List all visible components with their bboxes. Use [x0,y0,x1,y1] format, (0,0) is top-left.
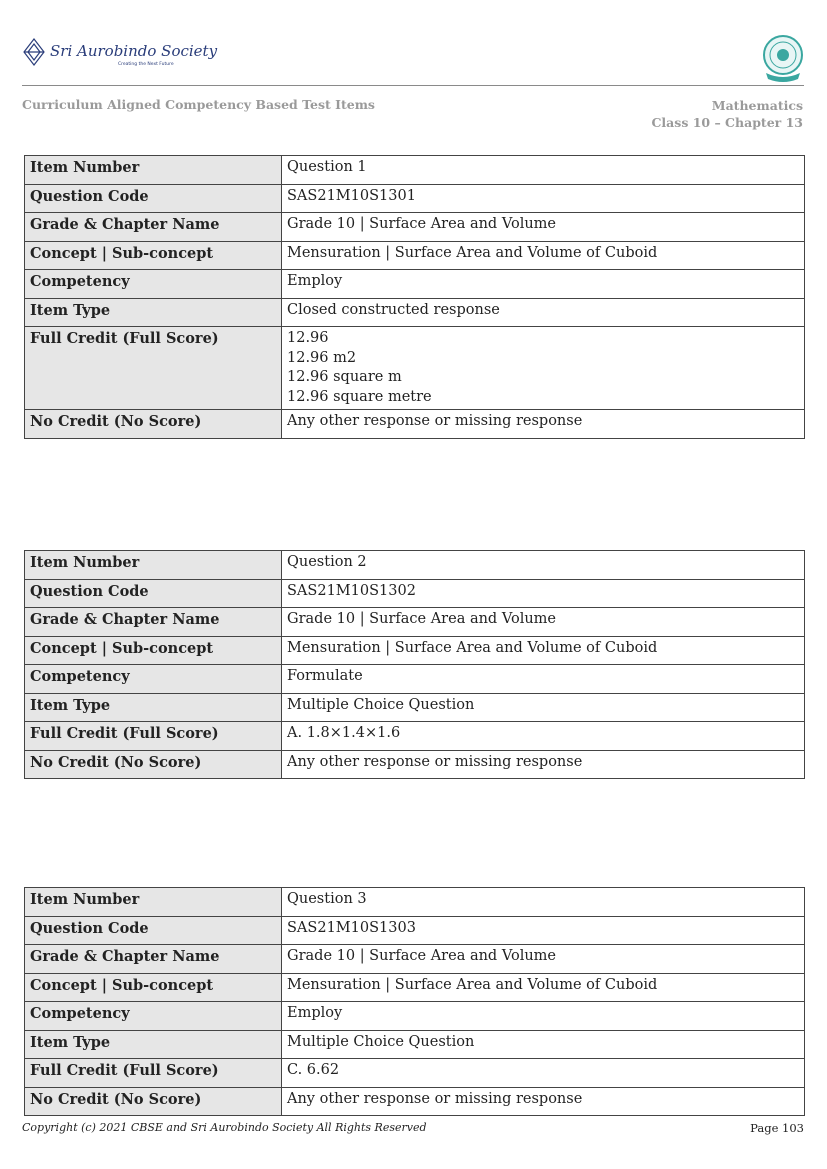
row-label: Item Number [25,888,282,917]
table-row [25,410,805,439]
row-label: Item Number [25,156,282,185]
answer-line: 12.96 square m [287,369,402,385]
row-value: Mensuration | Surface Area and Volume of Cuboid [282,636,805,665]
row-value-multiline [282,327,805,410]
answer-line: 12.96 [287,330,329,346]
item-table-question-3 [24,887,805,1116]
row-value: SAS21M10S1302 [282,579,805,608]
page-number: Page 103 [750,1121,804,1135]
table-row [25,665,805,694]
sri-aurobindo-society-logo [22,36,218,68]
table-row [25,636,805,665]
row-label: No Credit (No Score) [25,750,282,779]
subject-info [651,97,803,131]
class-chapter: Class 10 – Chapter 13 [651,115,803,130]
row-value: Question 2 [282,551,805,580]
row-label: Item Number [25,551,282,580]
table-row [25,608,805,637]
row-value: Grade 10 | Surface Area and Volume [282,945,805,974]
row-label: Concept | Sub-concept [25,973,282,1002]
row-value: Multiple Choice Question [282,1030,805,1059]
row-value: C. 6.62 [282,1059,805,1088]
row-value: Mensuration | Surface Area and Volume of Cuboid [282,973,805,1002]
row-value: Employ [282,270,805,299]
row-value: Employ [282,1002,805,1031]
table-row [25,973,805,1002]
row-label: Item Type [25,298,282,327]
row-value: Grade 10 | Surface Area and Volume [282,213,805,242]
row-value: Closed constructed response [282,298,805,327]
row-label: No Credit (No Score) [25,1087,282,1116]
table-row [25,270,805,299]
table-row [25,1087,805,1116]
table-row [25,156,805,185]
row-value: Multiple Choice Question [282,693,805,722]
row-label: Question Code [25,184,282,213]
row-label: Concept | Sub-concept [25,636,282,665]
row-value: Any other response or missing response [282,750,805,779]
row-label: No Credit (No Score) [25,410,282,439]
row-value: Grade 10 | Surface Area and Volume [282,608,805,637]
row-label: Question Code [25,579,282,608]
header-divider [22,85,804,86]
logo-name: Sri Aurobindo Society [50,42,218,60]
table-row [25,241,805,270]
row-label: Concept | Sub-concept [25,241,282,270]
row-label: Full Credit (Full Score) [25,1059,282,1088]
row-value: Question 3 [282,888,805,917]
table-row [25,1059,805,1088]
logo-tagline: Creating the Next Future [118,62,174,67]
table-row [25,551,805,580]
table-row [25,722,805,751]
table-row [25,945,805,974]
document-title: Curriculum Aligned Competency Based Test Items [22,97,375,112]
row-label: Grade & Chapter Name [25,608,282,637]
table-row [25,327,805,410]
table-row [25,579,805,608]
item-table-question-1 [24,155,805,439]
table-row [25,184,805,213]
table-row [25,916,805,945]
subject-name: Mathematics [711,98,803,113]
row-value: A. 1.8×1.4×1.6 [282,722,805,751]
row-label: Full Credit (Full Score) [25,722,282,751]
table-row [25,213,805,242]
row-label: Competency [25,270,282,299]
row-label: Grade & Chapter Name [25,213,282,242]
row-value: Mensuration | Surface Area and Volume of Cuboid [282,241,805,270]
row-value: Formulate [282,665,805,694]
table-row [25,1002,805,1031]
row-label: Full Credit (Full Score) [25,327,282,410]
table-row [25,888,805,917]
copyright-notice: Copyright (c) 2021 CBSE and Sri Aurobindo Society All Rights Reserved [22,1121,427,1134]
row-label: Grade & Chapter Name [25,945,282,974]
row-value: SAS21M10S1303 [282,916,805,945]
answer-line: 12.96 m2 [287,349,357,366]
row-label: Question Code [25,916,282,945]
answer-line: 12.96 square metre [287,388,432,405]
row-label: Competency [25,1002,282,1031]
item-table-question-2 [24,550,805,779]
cbse-emblem-icon [758,33,808,83]
table-row [25,298,805,327]
row-label: Item Type [25,693,282,722]
table-row [25,750,805,779]
row-value: Any other response or missing response [282,410,805,439]
row-value: Question 1 [282,156,805,185]
row-value: SAS21M10S1301 [282,184,805,213]
table-row [25,693,805,722]
row-value: Any other response or missing response [282,1087,805,1116]
table-row [25,1030,805,1059]
row-label: Item Type [25,1030,282,1059]
row-label: Competency [25,665,282,694]
